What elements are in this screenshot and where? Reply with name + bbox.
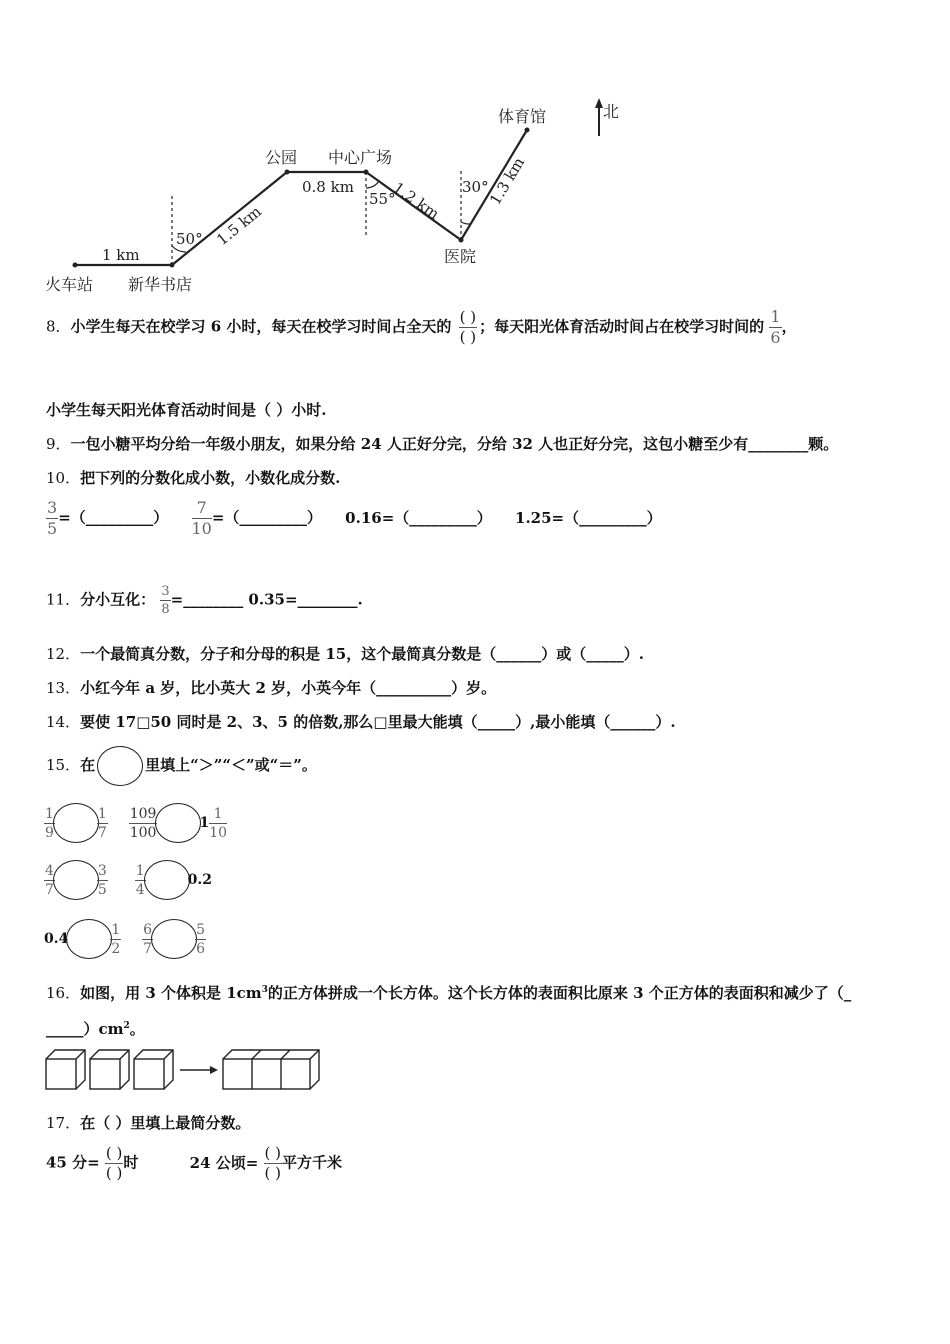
north-label: 北 — [603, 102, 620, 121]
station-plaza: 中心广场 — [328, 148, 393, 167]
question-12 — [46, 643, 644, 664]
question-9 — [46, 433, 838, 454]
denominator-blank[interactable]: ( ) — [105, 1164, 123, 1182]
superscript: 2 — [123, 1021, 130, 1031]
question-text: 分小互化： — [80, 590, 156, 609]
numerator: 3 — [161, 584, 170, 599]
answer-blank[interactable]: =（_________） — [58, 508, 169, 527]
decimal-item[interactable]: 0.16=（_________） — [345, 508, 492, 527]
numerator-blank[interactable]: ( ) — [459, 308, 477, 326]
denominator: 5 — [47, 519, 58, 538]
fraction: $\frac{4}{7}$ — [45, 862, 54, 898]
numerator: 7 — [192, 500, 212, 519]
decimal-item[interactable]: 1.25=（_________） — [515, 508, 662, 527]
comparison-row — [44, 803, 227, 843]
station-hospital: 医院 — [444, 247, 477, 266]
question-text: ， — [781, 317, 797, 336]
question-10-items — [46, 500, 662, 537]
question-text: 要使 17□50 同时是 2、3、5 的倍数,那么□里最大能填（_____）,最小能填（______）. — [80, 713, 676, 731]
comparison-oval[interactable] — [66, 919, 112, 959]
answer-blank[interactable]: _____）cm — [46, 1020, 124, 1038]
fraction — [160, 585, 170, 616]
cube — [46, 1050, 85, 1089]
question-17 — [46, 1112, 250, 1133]
question-number: 10． — [46, 469, 81, 487]
expression-text: 平方千米 — [282, 1153, 343, 1172]
question-16 — [46, 982, 851, 1003]
question-16-line2 — [46, 1018, 145, 1039]
comparison-oval[interactable] — [144, 860, 190, 900]
fraction-blank[interactable] — [459, 310, 477, 345]
question-number: 11． — [46, 590, 81, 609]
expression-text: 45 分= — [46, 1153, 100, 1172]
question-10 — [46, 467, 340, 488]
question-17-items — [46, 1146, 342, 1181]
fraction — [46, 500, 58, 537]
denominator: 8 — [161, 602, 170, 617]
distance-label: 1.3 km — [485, 154, 529, 209]
question-8-line2: 小学生每天阳光体育活动时间是（ ）小时. — [46, 401, 327, 419]
angle-arc — [461, 222, 470, 224]
distance-label: 1.2 km — [389, 178, 443, 224]
question-15 — [46, 746, 317, 786]
distance-label: 1 km — [102, 246, 140, 264]
question-text: 在 — [80, 756, 96, 774]
question-number: 16． — [46, 984, 81, 1002]
comparison-oval[interactable] — [53, 803, 99, 843]
comparison-oval[interactable] — [53, 860, 99, 900]
angle-label: 30° — [462, 178, 489, 196]
fraction: $\frac{6}{7}$ — [143, 921, 153, 957]
numerator-blank[interactable]: ( ) — [105, 1144, 123, 1162]
station-dot — [525, 128, 530, 133]
station-dot — [285, 170, 290, 175]
fraction: $\frac{1}{9}$ — [45, 805, 54, 841]
fraction — [769, 309, 781, 346]
question-text: 小学生每天在校学习 6 小时，每天在校学习时间占全天的 — [70, 317, 452, 336]
fraction: $\frac{109}{100}$ — [129, 805, 157, 841]
route-map — [0, 0, 950, 300]
numerator: 3 — [47, 498, 58, 517]
question-text: 一个最简真分数，分子和分母的积是 15，这个最简真分数是（______）或（_____）. — [80, 645, 644, 663]
fraction: $\frac{3}{5}$ — [97, 862, 107, 898]
question-text: 一包小糖平均分给一年级小朋友，如果分给 24 人正好分完，分给 32 人也正好分完，这包小糖至少有________颗。 — [70, 435, 839, 453]
angle-arc — [366, 181, 379, 188]
answer-blanks[interactable]: =________ 0.35=________. — [170, 590, 363, 609]
question-text: 把下列的分数化成小数，小数化成分数. — [80, 469, 341, 487]
question-number: 12． — [46, 645, 81, 663]
denominator: 6 — [770, 328, 781, 347]
fraction-blank[interactable] — [105, 1146, 123, 1181]
question-14 — [46, 711, 676, 732]
question-text: 如图，用 3 个体积是 1cm — [80, 984, 262, 1002]
cubes-figure — [40, 1046, 330, 1094]
fraction: $\frac{5}{6}$ — [196, 921, 205, 957]
station-bookstore: 新华书店 — [128, 275, 193, 294]
question-text: 的正方体拼成一个长方体。这个长方体的表面积比原来 3 个正方体的表面积和减少了（_ — [267, 984, 852, 1002]
comparison-row — [44, 860, 212, 900]
route-line — [75, 130, 527, 265]
fraction: $\frac{1}{2}$ — [111, 921, 121, 957]
comparison-oval — [97, 746, 143, 786]
comparison-oval[interactable] — [151, 919, 197, 959]
question-13 — [46, 677, 496, 698]
superscript: 3 — [261, 985, 268, 995]
question-8 — [46, 309, 797, 346]
numerator: 1 — [770, 307, 781, 326]
question-number: 13． — [46, 679, 81, 697]
numerator-blank[interactable]: ( ) — [264, 1144, 282, 1162]
question-number: 15． — [46, 756, 81, 774]
cube — [134, 1050, 173, 1089]
question-11 — [46, 585, 363, 616]
distance-label: 0.8 km — [302, 178, 354, 196]
question-text: 。 — [129, 1020, 145, 1038]
denominator: 10 — [191, 519, 212, 538]
fraction: $\frac{1}{7}$ — [97, 805, 107, 841]
comparison-oval[interactable] — [155, 803, 201, 843]
angle-label: 50° — [176, 230, 203, 248]
north-arrow-head — [595, 98, 603, 108]
question-text: 小红今年 a 岁，比小英大 2 岁，小英今年（__________）岁。 — [80, 679, 497, 697]
question-number: 8． — [46, 317, 71, 336]
distance-label: 1.5 km — [213, 202, 265, 250]
question-text: 里填上“＞”“＜”或“＝”。 — [145, 756, 317, 774]
fraction — [192, 500, 212, 537]
fraction-blank[interactable] — [264, 1146, 282, 1181]
decimal: 0.2 — [187, 872, 212, 888]
station-park: 公园 — [265, 148, 298, 167]
denominator-blank[interactable]: ( ) — [264, 1164, 282, 1182]
question-number: 9． — [46, 435, 71, 453]
decimal: 0.4 — [44, 931, 69, 947]
question-number: 14． — [46, 713, 81, 731]
angle-label: 55° — [369, 190, 396, 208]
fraction: $\frac{1}{4}$ — [135, 862, 145, 898]
cuboid — [223, 1050, 319, 1089]
station-stadium: 体育馆 — [498, 107, 547, 126]
denominator-blank[interactable]: ( ) — [459, 328, 477, 346]
expression-text: 24 公顷= — [189, 1153, 259, 1172]
expression-text: 时 — [123, 1153, 139, 1172]
arrow-head — [210, 1066, 218, 1074]
question-text: ；每天阳光体育活动时间占在校学习时间的 — [479, 317, 765, 336]
station-train: 火车站 — [45, 275, 94, 294]
answer-blank[interactable]: =（_________） — [211, 508, 322, 527]
fraction: $\frac{1}{10}$ — [209, 805, 228, 841]
question-number: 17． — [46, 1114, 81, 1132]
question-text: 在（ ）里填上最简分数。 — [80, 1114, 251, 1132]
integer-part: 1 — [199, 815, 210, 831]
comparison-row — [44, 919, 206, 959]
station-dot — [73, 263, 78, 268]
cube — [90, 1050, 129, 1089]
